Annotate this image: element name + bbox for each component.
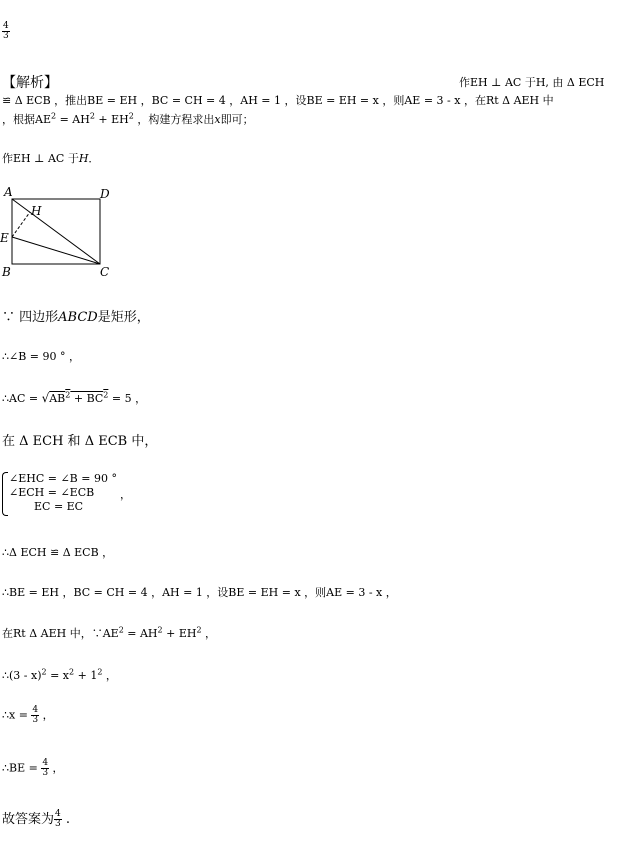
system-line-1: ∠EHC = ∠B = 90 °: [9, 472, 117, 485]
diagonal-ac: [12, 199, 100, 264]
segment-ec: [12, 237, 100, 264]
step-be-value: ∴BE = $\frac{4}{3}$ ，: [2, 758, 64, 778]
final-answer: 故答案为 $\frac{4}{3}$ .: [2, 809, 71, 829]
step-equation: ∴(3 - $x)^2 = x^2 + 1^2$ ，: [2, 667, 117, 682]
step-rectangle: ∵ 四边形ABCD是矩形，: [2, 310, 150, 325]
label-h: H: [31, 204, 42, 218]
system-line-3: EC = EC: [34, 500, 84, 513]
answer-denominator: 3: [3, 31, 9, 41]
step-triangles: 在 Δ ECH 和 Δ ECB 中，: [2, 434, 158, 449]
answer-numerator: 4: [3, 21, 9, 31]
rectangle-figure: [0, 184, 120, 278]
system-line-2: ∠ECH = ∠ECB: [9, 486, 95, 499]
label-d: D: [100, 187, 110, 201]
system-end: ，: [120, 488, 131, 501]
analysis-line-1: 作EH ⊥ AC 于H, 由 Δ ECH: [459, 76, 605, 89]
analysis-heading: 【解析】: [2, 75, 58, 91]
step-x-value: ∴x = $\frac{4}{3}$ ，: [2, 705, 54, 725]
label-e: E: [0, 231, 9, 245]
step-pythagoras: 在Rt Δ AEH 中，$\because AE^2 = AH^2 + EH^2$ ，: [2, 625, 217, 640]
segment-eh: [12, 212, 30, 237]
label-b: B: [2, 265, 11, 278]
label-a: A: [4, 185, 13, 199]
label-c: C: [100, 265, 110, 278]
step-congruent: ∴Δ ECH ≌ Δ ECB ，: [2, 546, 114, 559]
analysis-line-3: ，根据$AE^2 = AH^2 + EH^2$ ，构建方程求出x即可；: [2, 111, 254, 126]
step-angle-b: ∴∠B = 90 ° ，: [2, 350, 80, 363]
analysis-line-2: ≌ Δ ECB ，推出BE = EH ，BC = CH = 4 ，AH = 1 ，设BE = EH = x ，则AE = 3 - x ，在Rt Δ AEH 中: [2, 94, 554, 107]
construct-line: 作EH ⊥ AC 于H．: [2, 152, 100, 165]
step-ac: ∴AC = $√AB^2 + BC^2 = 5$ ，: [2, 390, 147, 405]
congruence-system: [2, 472, 132, 516]
answer-fraction: [2, 22, 10, 41]
left-brace: [2, 472, 8, 516]
step-equalities: ∴BE = EH ，BC = CH = 4 ，AH = 1 ，设BE = EH = x ，则AE = 3 - x ，: [2, 586, 397, 599]
